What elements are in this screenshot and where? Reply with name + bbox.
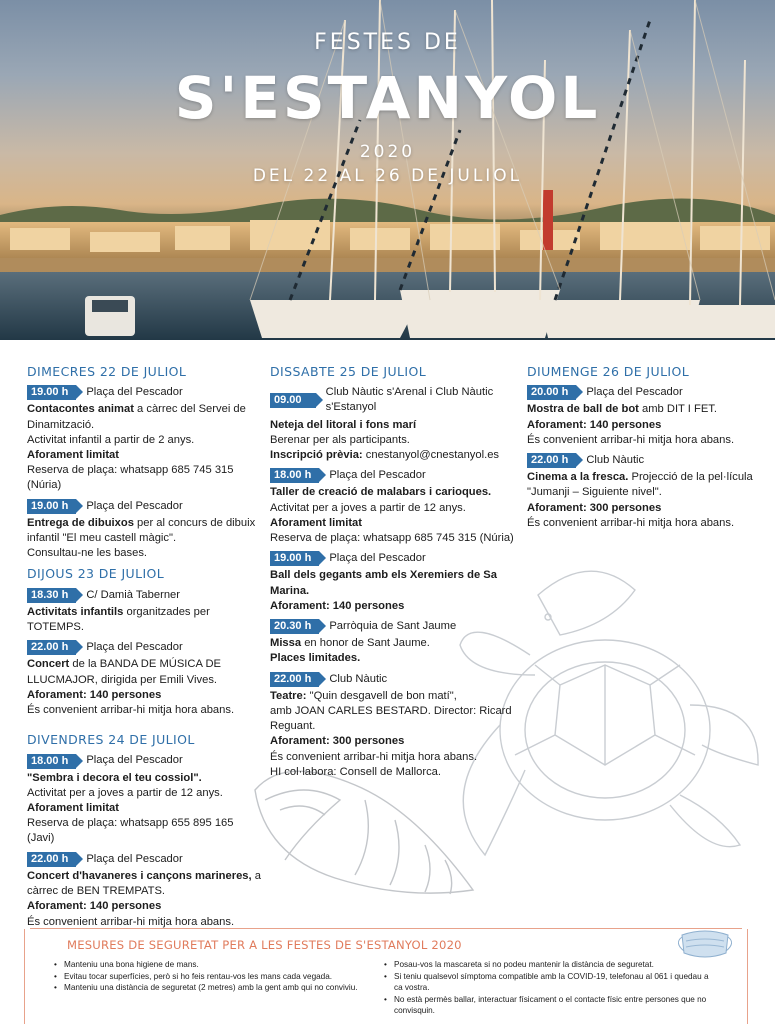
event-item bbox=[270, 672, 525, 780]
event-text: És convenient arribar-hi mitja hora abans. bbox=[270, 750, 478, 763]
event-highlight: Neteja del litoral i fons marí bbox=[270, 418, 417, 431]
event-highlight: Places limitades. bbox=[270, 652, 361, 665]
day-events bbox=[27, 385, 262, 561]
event-text: Activitat per a joves a partir de 12 anys. bbox=[270, 501, 466, 514]
safety-list-right bbox=[384, 959, 714, 1017]
event-text: organitzades per TOTEMPS. bbox=[27, 605, 210, 634]
event-line bbox=[270, 448, 525, 463]
day-title-wednesday: DIMECRES 22 DE JULIOL bbox=[27, 364, 187, 379]
event-highlight: Activitats infantils bbox=[27, 605, 124, 618]
hero-year: 2020 bbox=[359, 142, 416, 162]
event-line bbox=[270, 433, 525, 448]
event-text: És convenient arribar-hi mitja hora abans. bbox=[527, 516, 735, 529]
day-title-friday: DIVENDRES 24 DE JULIOL bbox=[27, 732, 195, 748]
event-line bbox=[27, 448, 262, 463]
event-time-tag: 19.00 h bbox=[27, 499, 76, 514]
event-text: a càrrec de BEN TREMPATS. bbox=[27, 869, 261, 898]
event-highlight: Aforament: 140 persones bbox=[270, 599, 405, 612]
event-highlight: Taller de creació de malabars i carioques. bbox=[270, 486, 492, 499]
safety-measures-box bbox=[30, 928, 742, 1024]
event-line bbox=[27, 899, 262, 914]
day-title-thursday: DIJOUS 23 DE JULIOL bbox=[27, 566, 165, 582]
event-text: Activitat infantil a partir de 2 anys. bbox=[27, 433, 195, 446]
event-text: cnestanyol@cnestanyol.es bbox=[362, 449, 500, 462]
event-time-tag: 19.00 h bbox=[270, 551, 319, 566]
event-item bbox=[270, 619, 525, 667]
hero-dates: DEL 22 AL 26 DE JULIOL bbox=[252, 166, 523, 186]
event-place: Plaça del Pescador bbox=[86, 754, 183, 767]
event-item bbox=[270, 468, 525, 546]
event-line bbox=[270, 750, 525, 765]
event-line bbox=[27, 402, 262, 432]
event-line bbox=[27, 546, 262, 561]
event-header bbox=[270, 551, 525, 566]
event-header bbox=[27, 852, 262, 867]
event-item bbox=[27, 588, 262, 636]
program-column-1 bbox=[27, 364, 262, 935]
event-line bbox=[270, 568, 525, 598]
event-highlight: Concert bbox=[27, 658, 70, 671]
event-text: Consultau-ne les bases. bbox=[27, 547, 148, 560]
safety-item: • Manteniu una bona higiene de mans. bbox=[54, 959, 374, 971]
event-item bbox=[27, 499, 262, 562]
event-header bbox=[27, 640, 262, 655]
event-highlight: Inscripció prèvia: bbox=[270, 449, 363, 462]
event-line bbox=[270, 704, 525, 734]
face-mask-icon bbox=[674, 927, 736, 961]
event-item bbox=[27, 753, 262, 846]
program-column-2 bbox=[270, 364, 525, 785]
event-place: C/ Damià Taberner bbox=[86, 588, 180, 601]
safety-item: • Si teniu qualsevol símptoma compatible amb la COVID-19, telefonau al 061 i quedau a ca vostra. bbox=[384, 971, 714, 994]
event-line bbox=[527, 501, 767, 516]
safety-item: • Evitau tocar superfícies, però si ho feis rentau-vos les mans cada vegada. bbox=[54, 971, 374, 983]
event-header bbox=[270, 619, 525, 634]
event-line bbox=[270, 734, 525, 749]
event-line bbox=[527, 418, 767, 433]
event-header bbox=[527, 453, 767, 468]
event-highlight: Aforament limitat bbox=[270, 516, 362, 529]
event-text: en honor de Sant Jaume. bbox=[301, 637, 430, 650]
day-events bbox=[27, 588, 262, 719]
event-line bbox=[27, 869, 262, 899]
event-highlight: Aforament: 140 persones bbox=[27, 900, 162, 913]
event-text: És convenient arribar-hi mitja hora abans. bbox=[27, 704, 235, 717]
event-text: Activitat per a joves a partir de 12 anys. bbox=[27, 786, 223, 799]
event-highlight: Aforament limitat bbox=[27, 449, 119, 462]
event-highlight: Mostra de ball de bot bbox=[527, 403, 639, 416]
event-line bbox=[27, 463, 262, 493]
event-line bbox=[270, 485, 525, 500]
event-item bbox=[27, 385, 262, 493]
event-time-tag: 18.00 h bbox=[270, 468, 319, 483]
event-text: Reserva de plaça: whatsapp 685 745 315 (Núria) bbox=[270, 532, 514, 545]
event-text: "Quin desgavell de bon matí", bbox=[306, 689, 457, 702]
event-line bbox=[27, 816, 262, 846]
event-place: Club Nàutic s'Arenal i Club Nàutic s'Estanyol bbox=[325, 386, 494, 414]
event-time-tag: 20.00 h bbox=[527, 385, 576, 400]
program-column-3 bbox=[527, 364, 767, 536]
event-line bbox=[270, 418, 525, 433]
event-place: Plaça del Pescador bbox=[86, 499, 183, 512]
event-line bbox=[27, 433, 262, 448]
safety-item: • Manteniu una distància de seguretat (2 metres) amb la gent amb qui no conviviu. bbox=[54, 982, 374, 994]
safety-item: • Posau-vos la mascareta si no podeu mantenir la distància de seguretat. bbox=[384, 959, 714, 971]
event-highlight: Missa bbox=[270, 637, 302, 650]
event-line bbox=[27, 801, 262, 816]
event-place: Parròquia de Sant Jaume bbox=[329, 620, 457, 633]
event-highlight: Entrega de dibuixos bbox=[27, 516, 134, 529]
hero-photo bbox=[0, 0, 775, 340]
event-line bbox=[270, 765, 525, 780]
day-title-saturday: DISSABTE 25 DE JULIOL bbox=[270, 364, 427, 379]
event-highlight: Cinema a la fresca. bbox=[527, 471, 629, 484]
event-header bbox=[270, 468, 525, 483]
event-line bbox=[527, 470, 767, 500]
event-text: Projecció de la pel·lícula "Jumanji – Siguiente nivel". bbox=[527, 471, 753, 499]
event-text: per al concurs de dibuix infantil "El meu castell màgic". bbox=[27, 516, 256, 545]
day-events bbox=[27, 753, 262, 929]
event-text: HI col·labora: Consell de Mallorca. bbox=[270, 765, 441, 778]
event-line bbox=[270, 531, 525, 546]
event-text: És convenient arribar-hi mitja hora abans. bbox=[27, 915, 235, 928]
event-highlight: Aforament: 300 persones bbox=[270, 735, 405, 748]
event-time-tag: 22.00 h bbox=[27, 852, 76, 867]
event-header bbox=[27, 753, 262, 768]
safety-item: • No està permès ballar, interactuar físicament o el contacte físic entre persones que no convisquin. bbox=[384, 994, 714, 1017]
hero-pre-title: FESTES DE bbox=[314, 30, 461, 55]
event-place: Club Nàutic bbox=[586, 454, 645, 467]
event-line bbox=[270, 516, 525, 531]
event-place: Plaça del Pescador bbox=[86, 641, 183, 654]
event-line bbox=[270, 651, 525, 666]
event-highlight: "Sembra i decora el teu cossiol". bbox=[27, 771, 202, 784]
event-time-tag: 19.00 h bbox=[27, 385, 76, 400]
event-text: Reserva de plaça: whatsapp 655 895 165 (Javi) bbox=[27, 817, 234, 845]
event-text: amb JOAN CARLES BESTARD. Director: Ricard Reguant. bbox=[270, 705, 512, 733]
event-line bbox=[527, 433, 767, 448]
event-place: Plaça del Pescador bbox=[329, 469, 426, 482]
event-highlight: Teatre: bbox=[270, 689, 307, 702]
hero-title: S'ESTANYOL bbox=[174, 64, 601, 132]
event-header bbox=[270, 385, 525, 419]
event-item bbox=[27, 852, 262, 930]
event-line bbox=[27, 688, 262, 703]
event-place: Club Nàutic bbox=[329, 672, 388, 685]
event-time-tag: 18.30 h bbox=[27, 588, 76, 603]
event-line bbox=[27, 786, 262, 801]
event-time-tag: 22.00 h bbox=[270, 672, 319, 687]
day-title-sunday: DIUMENGE 26 DE JULIOL bbox=[527, 364, 690, 379]
event-highlight: Aforament: 140 persones bbox=[527, 418, 662, 431]
event-highlight: Contacontes animat bbox=[27, 403, 134, 416]
event-highlight: Concert d'havaneres i cançons marineres, bbox=[27, 869, 252, 882]
event-text: És convenient arribar-hi mitja hora abans. bbox=[527, 433, 735, 446]
event-time-tag: 09.00 h bbox=[270, 393, 316, 408]
event-header bbox=[527, 385, 767, 400]
event-time-tag: 18.00 h bbox=[27, 754, 76, 769]
event-line bbox=[27, 703, 262, 718]
event-header bbox=[27, 499, 262, 514]
event-header bbox=[270, 672, 525, 687]
event-text: de la BANDA DE MÚSICA DE LLUCMAJOR, dirigida per Emili Vives. bbox=[27, 658, 221, 686]
event-place: Plaça del Pescador bbox=[329, 552, 426, 565]
event-text: amb DIT I FET. bbox=[638, 403, 718, 416]
event-line bbox=[527, 516, 767, 531]
event-text: Berenar per als participants. bbox=[270, 433, 410, 446]
event-line bbox=[270, 636, 525, 651]
event-line bbox=[527, 402, 767, 417]
event-line bbox=[270, 689, 525, 704]
event-line bbox=[27, 516, 262, 546]
event-item bbox=[270, 385, 525, 463]
safety-list-left bbox=[54, 959, 374, 994]
event-place: Plaça del Pescador bbox=[586, 386, 683, 399]
event-line bbox=[27, 771, 262, 786]
event-highlight: Aforament: 140 persones bbox=[27, 688, 162, 701]
event-line bbox=[27, 657, 262, 687]
event-text: Reserva de plaça: whatsapp 685 745 315 (Núria) bbox=[27, 464, 234, 492]
day-events bbox=[527, 385, 767, 531]
event-highlight: Aforament limitat bbox=[27, 802, 119, 815]
event-item bbox=[270, 551, 525, 614]
event-time-tag: 20.30 h bbox=[270, 619, 319, 634]
event-highlight: Aforament: 300 persones bbox=[527, 501, 662, 514]
day-events bbox=[270, 385, 525, 780]
event-text: a càrrec del Servei de Dinamització. bbox=[27, 403, 246, 431]
event-place: Plaça del Pescador bbox=[86, 386, 183, 399]
event-highlight: Ball dels gegants amb els Xeremiers de Sa Marina. bbox=[270, 569, 497, 597]
event-item bbox=[527, 385, 767, 448]
event-header bbox=[27, 385, 262, 400]
event-place: Plaça del Pescador bbox=[86, 852, 183, 865]
event-time-tag: 22.00 h bbox=[527, 453, 576, 468]
event-line bbox=[270, 599, 525, 614]
event-line bbox=[27, 605, 262, 635]
event-line bbox=[270, 501, 525, 516]
event-item bbox=[27, 640, 262, 718]
event-item bbox=[527, 453, 767, 531]
safety-measures-title: MESURES DE SEGURETAT PER A LES FESTES DE S'ESTANYOL 2020 bbox=[67, 938, 462, 952]
event-time-tag: 22.00 h bbox=[27, 640, 76, 655]
event-header bbox=[27, 588, 262, 603]
